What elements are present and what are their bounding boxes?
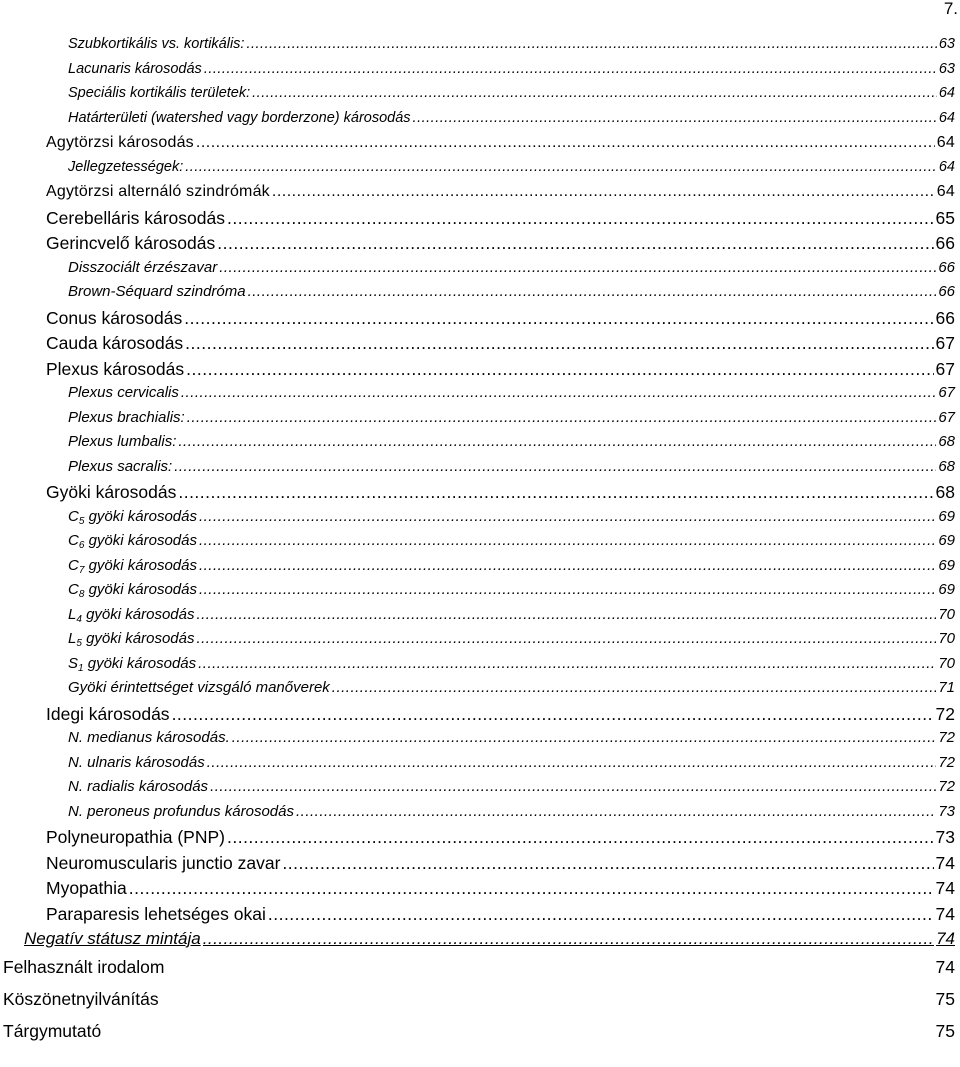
toc-entry-title: Plexus brachialis: — [68, 408, 185, 426]
toc-entry[interactable] — [0, 929, 960, 957]
toc-page-number: 67 — [935, 358, 955, 379]
dot-leader — [210, 778, 936, 795]
dot-leader — [178, 482, 933, 503]
dot-leader — [227, 208, 934, 229]
dot-leader — [217, 233, 933, 254]
dot-leader — [282, 853, 933, 874]
table-of-contents — [0, 36, 960, 1053]
toc-entry[interactable] — [0, 333, 960, 359]
nerve-root-letter: L — [68, 605, 77, 623]
toc-entry[interactable] — [0, 606, 960, 631]
toc-page-number: 66 — [935, 307, 955, 328]
dot-leader — [187, 409, 937, 426]
toc-page-number: 75 — [935, 989, 955, 1009]
toc-entry[interactable] — [0, 853, 960, 879]
toc-page-number: 66 — [938, 283, 955, 300]
dot-leader — [185, 333, 933, 354]
toc-entry-title-rest: gyöki károsodás — [84, 556, 197, 574]
toc-entry[interactable] — [0, 308, 960, 334]
toc-entry-title: Negatív státusz mintája — [24, 929, 201, 948]
toc-entry-title: Neuromuscularis junctio zavar — [46, 852, 281, 873]
toc-entry[interactable] — [0, 581, 960, 606]
dot-leader — [268, 904, 934, 925]
toc-page-number: 68 — [938, 457, 955, 475]
toc-entry-title-rest: gyöki károsodás — [84, 507, 197, 525]
nerve-root-segment: 6 — [78, 540, 85, 551]
toc-entry[interactable] — [0, 704, 960, 730]
nerve-root-letter: C — [68, 556, 79, 574]
toc-entry[interactable] — [0, 159, 960, 184]
nerve-root-letter: C — [68, 532, 79, 549]
dot-leader — [199, 557, 936, 574]
toc-page-number: 69 — [938, 556, 955, 574]
toc-entry[interactable] — [0, 827, 960, 853]
toc-entry[interactable] — [0, 134, 960, 159]
toc-entry-title: Gerincvelő károsodás — [46, 233, 216, 253]
toc-entry-title: Tárgymutató — [3, 1021, 102, 1041]
toc-page-number: 68 — [935, 482, 955, 502]
toc-entry-title-rest: gyöki károsodás — [83, 654, 197, 672]
toc-entry-title — [68, 581, 197, 598]
toc-page-number: 67 — [938, 408, 955, 426]
toc-entry-title: Cerebelláris károsodás — [46, 207, 225, 228]
toc-entry[interactable] — [0, 409, 960, 434]
toc-entry-title-rest: gyöki károsodás — [81, 605, 195, 623]
toc-entry-title: Polyneuropathia (PNP) — [46, 827, 225, 847]
toc-entry[interactable] — [0, 532, 960, 557]
toc-page-number: 75 — [935, 1021, 955, 1041]
toc-entry[interactable] — [0, 679, 960, 704]
toc-entry[interactable] — [0, 803, 960, 828]
toc-entry-title: Cauda károsodás — [46, 333, 184, 353]
toc-entry-title: Speciális kortikális területek: — [68, 85, 251, 101]
toc-entry[interactable] — [0, 233, 960, 259]
toc-entry-title: Plexus lumbalis: — [68, 433, 177, 450]
toc-page-number: 64 — [938, 109, 955, 126]
nerve-root-letter: S — [68, 654, 79, 672]
dot-leader — [198, 655, 936, 672]
dot-leader — [184, 308, 933, 329]
dot-leader — [296, 803, 936, 820]
toc-entry-title: Disszociált érzészavar — [68, 258, 218, 276]
toc-entry[interactable] — [0, 778, 960, 803]
toc-entry-title — [68, 630, 194, 647]
toc-entry[interactable] — [0, 482, 960, 508]
toc-entry-title — [68, 606, 194, 623]
toc-page-number: 74 — [935, 957, 955, 977]
toc-page-number: 70 — [938, 605, 955, 623]
toc-entry-title: Gyöki károsodás — [46, 482, 177, 502]
dot-leader — [332, 679, 937, 696]
dot-leader — [181, 384, 936, 401]
nerve-root-segment: 5 — [78, 515, 85, 527]
toc-entry-title — [68, 508, 197, 525]
toc-entry-title: Brown-Séquard szindróma — [68, 283, 246, 300]
toc-page-number: 71 — [938, 679, 955, 696]
toc-page-number: 66 — [938, 258, 955, 276]
dot-leader — [185, 159, 937, 175]
toc-entry-title — [68, 655, 196, 672]
toc-entry[interactable] — [0, 989, 960, 1021]
nerve-root-letter: C — [68, 581, 79, 598]
dot-leader — [196, 606, 936, 623]
toc-entry-title: N. medianus károsodás. — [68, 729, 230, 746]
toc-entry[interactable] — [0, 433, 960, 458]
dot-leader — [219, 259, 936, 276]
toc-page-number: 64 — [938, 158, 955, 175]
dot-leader — [204, 61, 937, 77]
toc-page-number: 69 — [938, 532, 955, 549]
toc-entry-title: Agytörzsi károsodás — [46, 134, 194, 151]
toc-page-number: 70 — [938, 654, 955, 672]
toc-entry[interactable] — [0, 85, 960, 110]
nerve-root-letter: C — [68, 507, 79, 525]
dot-leader — [203, 929, 934, 949]
toc-entry-title: Myopathia — [46, 878, 127, 898]
toc-entry-title: Jellegzetességek: — [68, 158, 184, 175]
dot-leader — [172, 704, 934, 725]
toc-page-number: 74 — [935, 878, 955, 898]
nerve-root-segment: 4 — [76, 613, 82, 625]
toc-entry-title: Szubkortikális vs. kortikális: — [68, 36, 245, 52]
toc-entry-title: Felhasznált irodalom — [3, 957, 165, 977]
toc-entry[interactable] — [0, 61, 960, 86]
toc-entry[interactable] — [0, 729, 960, 754]
dot-leader — [272, 183, 935, 201]
toc-page-number: 65 — [935, 207, 955, 228]
nerve-root-segment: 7 — [78, 564, 85, 576]
toc-entry-title-rest: gyöki károsodás — [84, 581, 197, 598]
toc-entry-title: Idegi károsodás — [46, 703, 170, 724]
dot-leader — [248, 283, 937, 300]
toc-entry[interactable] — [0, 458, 960, 483]
toc-page-number: 72 — [938, 753, 955, 771]
toc-page-number: 69 — [938, 581, 955, 598]
toc-entry[interactable] — [0, 630, 960, 655]
dot-leader — [413, 110, 937, 126]
page-number: 7. — [943, 0, 958, 18]
toc-entry[interactable] — [0, 183, 960, 208]
toc-entry[interactable] — [0, 957, 960, 989]
toc-page-number: 73 — [938, 802, 955, 820]
dot-leader — [196, 134, 935, 152]
toc-page-number: 72 — [938, 729, 955, 746]
toc-entry[interactable] — [0, 508, 960, 533]
toc-entry[interactable] — [0, 359, 960, 385]
dot-leader — [232, 729, 937, 746]
toc-entry-title-rest: gyöki károsodás — [81, 630, 195, 647]
toc-entry[interactable] — [0, 754, 960, 779]
toc-entry-title — [68, 557, 197, 574]
toc-page-number: 72 — [938, 778, 955, 795]
nerve-root-segment: 5 — [76, 638, 82, 649]
toc-page-number: 67 — [938, 384, 955, 401]
toc-entry[interactable] — [0, 655, 960, 680]
toc-entry-title: N. peroneus profundus károsodás — [68, 802, 294, 820]
toc-page-number: 73 — [935, 827, 955, 847]
toc-page-number: 63 — [938, 36, 955, 52]
toc-entry-title: Gyöki érintettséget vizsgáló manőverek — [68, 679, 330, 696]
toc-entry[interactable] — [0, 1021, 960, 1053]
dot-leader — [199, 532, 936, 549]
toc-page-number: 74 — [935, 903, 955, 924]
nerve-root-letter: L — [68, 630, 77, 647]
toc-entry-title: N. ulnaris károsodás — [68, 753, 205, 771]
toc-entry[interactable] — [0, 878, 960, 904]
dot-leader — [178, 433, 936, 450]
toc-entry-title: Plexus cervicalis — [68, 384, 179, 401]
nerve-root-segment: 8 — [78, 589, 85, 600]
toc-page-number: 70 — [938, 630, 955, 647]
toc-entry[interactable] — [0, 557, 960, 582]
toc-page-number: 63 — [938, 60, 955, 77]
toc-entry[interactable] — [0, 904, 960, 930]
toc-entry[interactable] — [0, 283, 960, 308]
toc-entry-title-rest: gyöki károsodás — [84, 532, 197, 549]
toc-entry-title: Agytörzsi alternáló szindrómák — [46, 183, 270, 200]
toc-entry[interactable] — [0, 208, 960, 234]
toc-page-number: 66 — [935, 233, 955, 253]
dot-leader — [227, 827, 934, 848]
toc-entry[interactable] — [0, 259, 960, 284]
toc-entry[interactable] — [0, 36, 960, 61]
toc-entry-title: N. radialis károsodás — [68, 778, 209, 795]
toc-entry[interactable] — [0, 110, 960, 135]
toc-entry-title: Lacunaris károsodás — [68, 60, 202, 77]
toc-entry-title — [68, 532, 197, 549]
toc-page-number: 64 — [936, 134, 955, 151]
dot-leader — [196, 630, 936, 647]
dot-leader — [246, 36, 936, 52]
toc-page-number: 64 — [938, 85, 955, 101]
dot-leader — [199, 581, 936, 598]
toc-entry-title: Plexus károsodás — [46, 358, 185, 379]
dot-leader — [207, 754, 937, 771]
dot-leader — [199, 508, 936, 525]
toc-entry-title: Plexus sacralis: — [68, 457, 173, 475]
dot-leader — [252, 85, 937, 101]
toc-page-number: 68 — [938, 433, 955, 450]
toc-page-number: 74 — [935, 852, 955, 873]
toc-page-number: 74 — [936, 929, 955, 948]
toc-page-number: 72 — [935, 703, 955, 724]
toc-entry[interactable] — [0, 384, 960, 409]
toc-entry-title: Conus károsodás — [46, 307, 183, 328]
dot-leader — [186, 359, 933, 380]
dot-leader — [129, 878, 934, 899]
toc-entry-title: Határterületi (watershed vagy borderzone) károsodás — [68, 109, 411, 126]
toc-page-number: 67 — [935, 333, 955, 353]
toc-entry-title: Köszönetnyilvánítás — [3, 989, 159, 1009]
dot-leader — [174, 458, 936, 475]
toc-entry-title: Paraparesis lehetséges okai — [46, 903, 266, 924]
nerve-root-segment: 1 — [78, 662, 84, 674]
toc-page-number: 69 — [938, 507, 955, 525]
toc-page-number: 64 — [936, 183, 955, 200]
